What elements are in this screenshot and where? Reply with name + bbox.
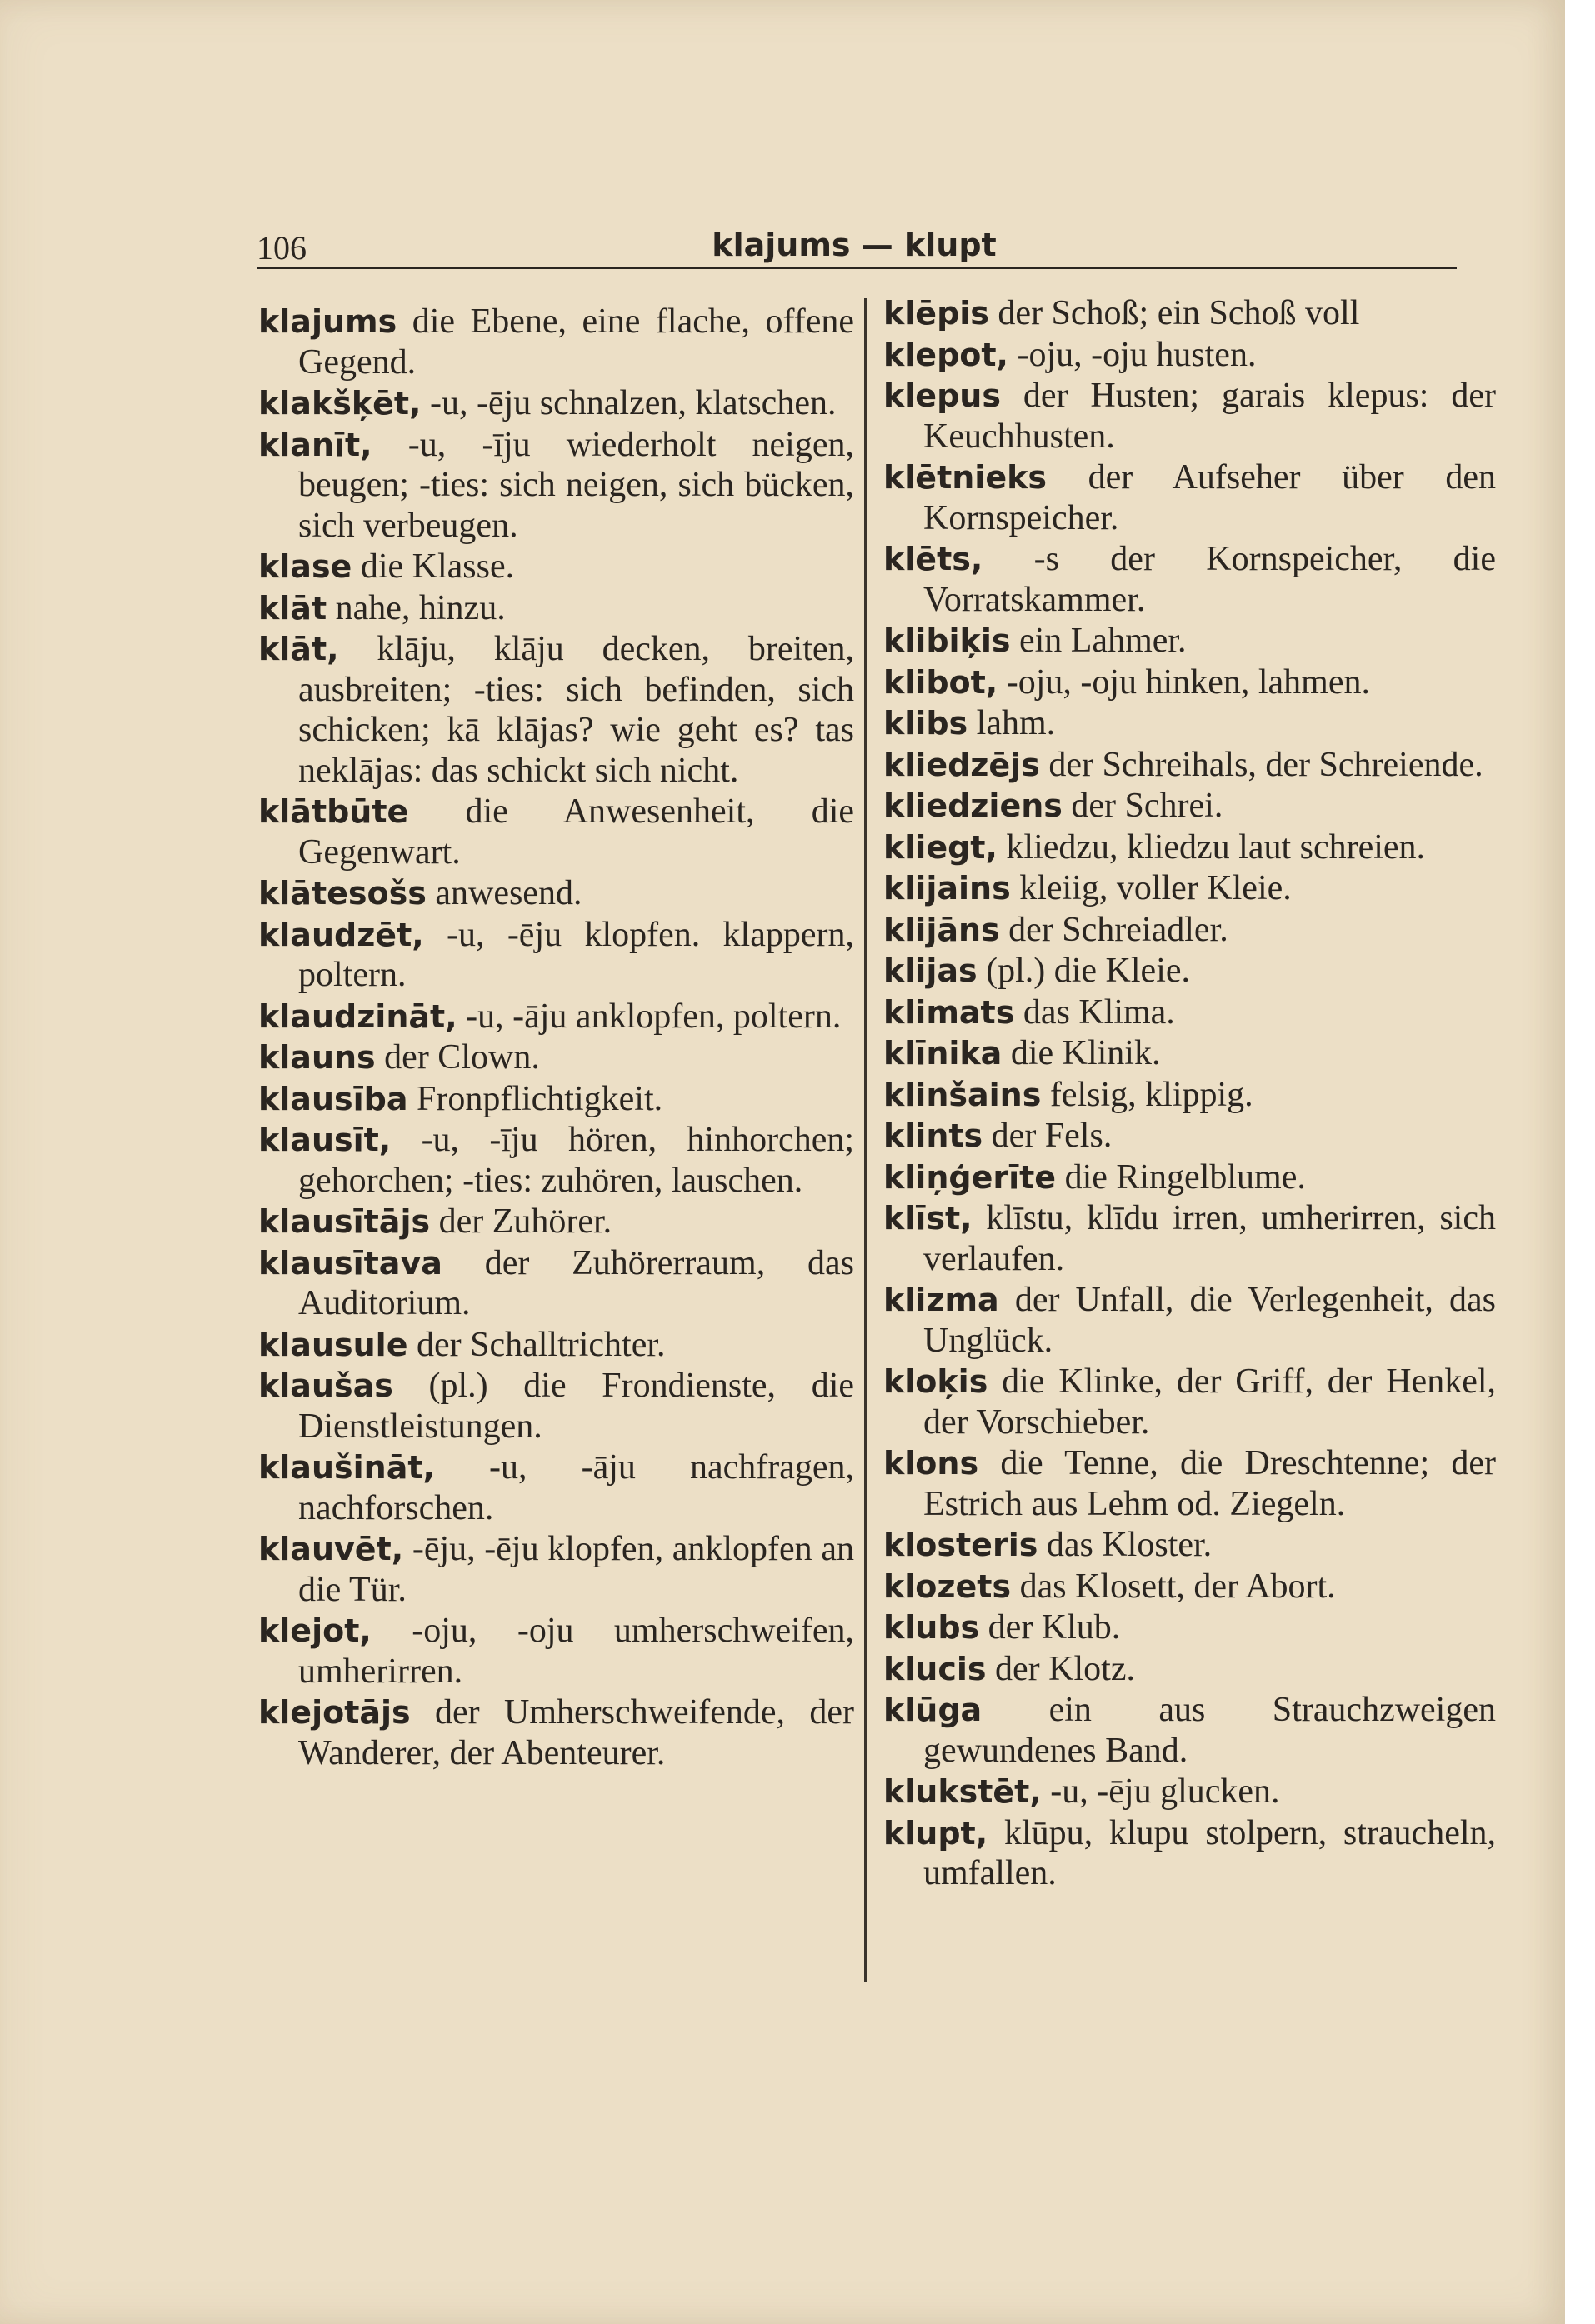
entry-headword: klausīt, — [258, 1122, 392, 1158]
entry-definition: -s der Kornspeicher, die Vorratskammer. — [923, 540, 1496, 619]
page-number: 106 — [257, 229, 307, 267]
dictionary-entry — [883, 1567, 1496, 1607]
entry-headword: klāt — [258, 589, 328, 627]
entry-headword: klāt, — [258, 631, 339, 667]
entry-definition: -u, -āju anklopfen, poltern. — [466, 997, 842, 1036]
entry-headword: klīst, — [883, 1200, 972, 1237]
entry-definition: der Fels. — [991, 1117, 1112, 1155]
dictionary-entry — [883, 992, 1496, 1033]
dictionary-entry — [258, 629, 854, 791]
header-rule — [257, 267, 1457, 269]
dictionary-entry — [258, 873, 854, 914]
entry-definition: felsig, klippig. — [1049, 1075, 1253, 1114]
dictionary-entry — [258, 425, 854, 547]
entry-definition: die Klinke, der Griff, der Henkel, der Vorschieber. — [923, 1362, 1496, 1442]
dictionary-entry — [258, 588, 854, 629]
entry-headword: klizma — [883, 1282, 999, 1318]
entry-definition: die Ringelblume. — [1064, 1157, 1306, 1197]
entry-definition: ein aus Strauchzweigen gewundenes Band. — [923, 1691, 1496, 1770]
dictionary-entry — [258, 547, 854, 587]
column-divider — [864, 298, 867, 1982]
dictionary-entry — [883, 745, 1496, 786]
entry-headword: klātbūte — [258, 793, 409, 830]
entry-headword: klijains — [883, 870, 1011, 907]
entry-headword: klūga — [883, 1692, 982, 1728]
dictionary-entry — [883, 335, 1496, 376]
entry-headword: kliedzējs — [883, 746, 1040, 783]
dictionary-entry — [883, 910, 1496, 951]
entry-definition: kliedzu, kliedzu laut schreien. — [1006, 827, 1426, 867]
entry-definition: (pl.) die Frondienste, die Dienstleistungen. — [298, 1367, 854, 1446]
entry-definition: die Tenne, die Dreschtenne; der Estrich aus Lehm od. Ziegeln. — [923, 1444, 1497, 1523]
dictionary-entry — [883, 1813, 1496, 1894]
entry-definition: (pl.) die Kleie. — [986, 952, 1191, 990]
entry-definition: -oju, -oju umherschweifen, umherirren. — [298, 1612, 854, 1691]
entry-definition: -oju, -oju husten. — [1017, 335, 1257, 374]
dictionary-entry — [883, 376, 1496, 457]
entry-definition: der Schreiadler. — [1008, 910, 1228, 949]
entry-definition: der Zuhörerraum, das Auditorium. — [298, 1243, 855, 1322]
entry-headword: kliņģerīte — [883, 1158, 1057, 1196]
dictionary-entry — [883, 1116, 1496, 1157]
entry-headword: klucis — [883, 1650, 987, 1687]
entry-definition: das Klima. — [1022, 992, 1175, 1032]
dictionary-entry — [883, 1690, 1496, 1771]
entry-headword: klaušināt, — [258, 1449, 435, 1486]
right-column — [883, 293, 1496, 1895]
dictionary-entry — [258, 1692, 854, 1773]
dictionary-entry — [258, 1243, 854, 1324]
entry-headword: klimats — [883, 993, 1015, 1031]
dictionary-entry — [883, 662, 1496, 703]
entry-definition: klūpu, klupu stolpern, straucheln, umfallen. — [923, 1813, 1496, 1892]
entry-headword: klejot, — [258, 1612, 372, 1649]
entry-headword: klaudzēt, — [258, 916, 424, 953]
entry-headword: klakšķēt, — [258, 385, 422, 422]
dictionary-entry — [258, 1529, 854, 1610]
entry-definition: -u, -āju nachfragen, nachforschen. — [298, 1448, 854, 1527]
entry-headword: klauns — [258, 1039, 376, 1076]
entry-definition: nahe, hinzu. — [335, 588, 506, 627]
entry-definition: -u, -ēju glucken. — [1050, 1772, 1280, 1811]
dictionary-entry — [258, 915, 854, 996]
entry-headword: kliedziens — [883, 787, 1062, 824]
entry-definition: der Unfall, die Verlegenheit, das Unglück. — [923, 1281, 1496, 1360]
entry-definition: der Klotz. — [995, 1649, 1135, 1688]
entry-headword: klepus — [883, 377, 1001, 414]
dictionary-entry — [883, 1362, 1496, 1442]
entry-headword: klausule — [258, 1326, 408, 1363]
dictionary-entry — [883, 1443, 1496, 1524]
entry-definition: der Schalltrichter. — [416, 1325, 666, 1364]
entry-definition: -oju, -oju hinken, lahmen. — [1006, 662, 1370, 702]
dictionary-entry — [883, 1649, 1496, 1690]
entry-definition: das Klosett, der Abort. — [1019, 1567, 1336, 1606]
entry-definition: die Anwesenheit, die Gegenwart. — [298, 792, 855, 872]
entry-headword: klaudzināt, — [258, 997, 458, 1035]
entry-headword: klukstēt, — [883, 1773, 1042, 1810]
entry-headword: klanīt, — [258, 426, 372, 463]
entry-headword: klauvēt, — [258, 1531, 404, 1567]
dictionary-entry — [883, 827, 1496, 868]
entry-definition: klīstu, klīdu irren, umherirren, sich verlaufen. — [923, 1199, 1496, 1278]
entry-definition: der Klub. — [988, 1608, 1121, 1647]
dictionary-entry — [258, 1202, 854, 1242]
dictionary-entry — [258, 1079, 854, 1120]
entry-headword: klupt, — [883, 1814, 988, 1852]
dictionary-entry — [883, 951, 1496, 992]
dictionary-entry — [883, 1607, 1496, 1648]
entry-definition: die Klinik. — [1010, 1034, 1161, 1072]
entry-headword: klēpis — [883, 295, 989, 332]
left-column — [258, 302, 854, 1774]
dictionary-entry — [258, 792, 854, 872]
dictionary-entry — [883, 786, 1496, 827]
entry-definition: -u, -ēju schnalzen, klatschen. — [429, 384, 837, 422]
dictionary-entry — [258, 1037, 854, 1078]
dictionary-entry — [883, 703, 1496, 744]
dictionary-entry — [883, 539, 1496, 620]
entry-definition: der Umherschweifende, der Wanderer, der Abenteurer. — [298, 1693, 855, 1772]
dictionary-entry — [258, 383, 854, 424]
dictionary-entry — [883, 1772, 1496, 1812]
entry-headword: klijāns — [883, 911, 1000, 948]
entry-definition: der Clown. — [384, 1038, 540, 1077]
entry-headword: klozets — [883, 1567, 1012, 1605]
running-head: klajums — klupt — [712, 227, 997, 263]
dictionary-entry — [883, 1280, 1496, 1361]
dictionary-entry — [883, 621, 1496, 662]
entry-headword: klētnieks — [883, 459, 1047, 496]
dictionary-entry — [258, 1366, 854, 1447]
entry-headword: klausītājs — [258, 1203, 431, 1240]
entry-headword: klase — [258, 548, 352, 585]
entry-headword: klaušas — [258, 1367, 393, 1404]
entry-headword: klosteris — [883, 1527, 1038, 1563]
entry-headword: klijas — [883, 952, 978, 989]
entry-definition: der Husten; garais klepus: der Keuchhusten. — [923, 377, 1496, 456]
dictionary-entry — [258, 302, 854, 382]
dictionary-entry — [883, 1525, 1496, 1566]
entry-definition: klāju, klāju decken, breiten, ausbreiten; -ties: sich befinden, sich schicken; kā klājas? wie geht es? tas neklājas: das schickt sich nicht. — [298, 630, 855, 790]
entry-headword: klibiķis — [883, 622, 1011, 659]
entry-definition: der Aufseher über den Kornspeicher. — [923, 458, 1496, 537]
entry-definition: Fronpflichtigkeit. — [416, 1079, 663, 1118]
entry-headword: klibs — [883, 705, 968, 742]
entry-headword: kloķis — [883, 1363, 988, 1400]
dictionary-entry — [883, 293, 1496, 334]
entry-headword: klātesošs — [258, 875, 427, 912]
entry-headword: klibot, — [883, 663, 998, 701]
entry-headword: kliegt, — [883, 828, 998, 866]
entry-definition: ein Lahmer. — [1018, 622, 1187, 660]
entry-definition: die Ebene, eine flache, offene Gegend. — [298, 302, 855, 382]
entry-headword: klausība — [258, 1080, 408, 1117]
entry-headword: klints — [883, 1117, 983, 1154]
entry-definition: -u, -īju hören, hinhorchen; gehorchen; -ties: zuhören, lauschen. — [298, 1121, 855, 1200]
entry-definition: -u, -ēju klopfen. klappern, poltern. — [298, 915, 854, 994]
entry-headword: klausītava — [258, 1244, 442, 1282]
dictionary-entry — [258, 1120, 854, 1201]
entry-headword: klubs — [883, 1609, 980, 1646]
entry-headword: klajums — [258, 303, 398, 340]
dictionary-entry — [258, 1447, 854, 1528]
dictionary-entry — [883, 1157, 1496, 1198]
entry-definition: die Klasse. — [360, 547, 515, 586]
dictionary-entry — [258, 1611, 854, 1692]
entry-headword: klīnika — [883, 1035, 1002, 1072]
entry-definition: der Zuhörer. — [438, 1202, 612, 1241]
entry-definition: der Schoß; ein Schoß voll — [998, 294, 1360, 332]
dictionary-entry — [883, 1033, 1496, 1074]
entry-definition: der Schrei. — [1071, 787, 1223, 825]
entry-definition: kleiig, voller Kleie. — [1019, 869, 1292, 907]
dictionary-entry — [258, 1325, 854, 1366]
entry-definition: -u, -īju wiederholt neigen, beugen; -ties: sich neigen, sich bücken, sich verbeugen. — [298, 425, 854, 545]
entry-headword: klons — [883, 1445, 979, 1482]
entry-headword: klinšains — [883, 1076, 1042, 1113]
entry-headword: klejotājs — [258, 1694, 411, 1731]
entry-headword: klēts, — [883, 541, 983, 577]
dictionary-entry — [883, 1198, 1496, 1279]
dictionary-entry — [258, 997, 854, 1037]
dictionary-entry — [883, 1075, 1496, 1116]
entry-headword: klepot, — [883, 336, 1008, 373]
entry-definition: lahm. — [976, 704, 1056, 742]
entry-definition: -ēju, -ēju klopfen, anklopfen an die Tür. — [298, 1530, 854, 1609]
dictionary-entry — [883, 868, 1496, 909]
entry-definition: das Kloster. — [1046, 1526, 1212, 1564]
entry-definition: anwesend. — [435, 874, 582, 912]
entry-definition: der Schreihals, der Schreiende. — [1048, 745, 1483, 784]
dictionary-entry — [883, 457, 1496, 538]
